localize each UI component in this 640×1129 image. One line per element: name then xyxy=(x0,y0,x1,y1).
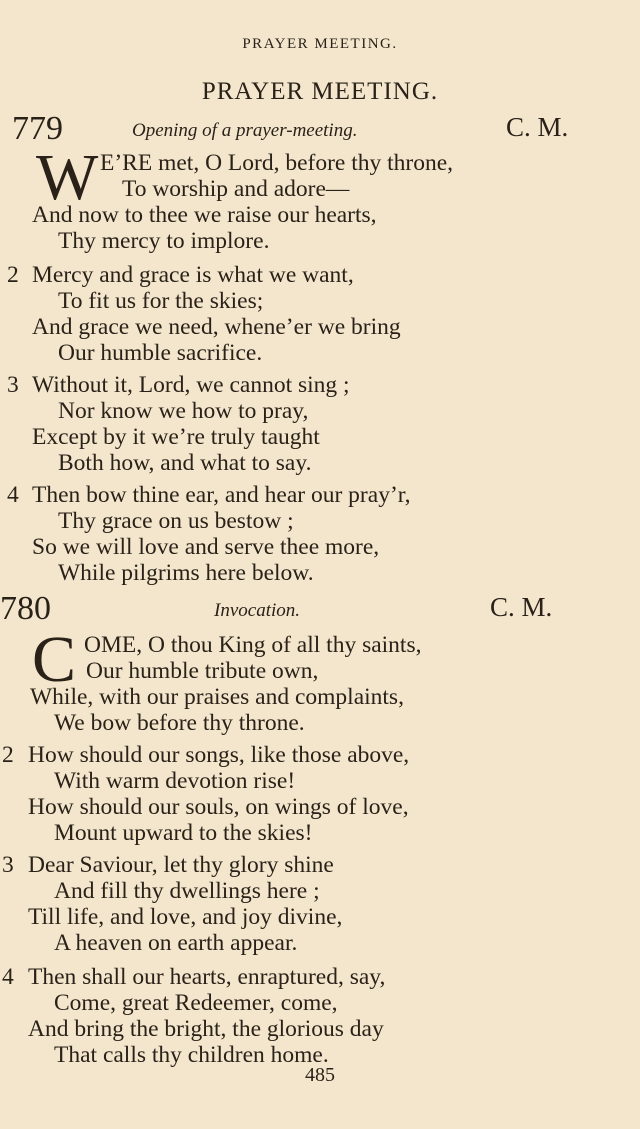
verse-line: How should our songs, like those above, xyxy=(28,742,410,768)
verse-line: Thy grace on us bestow ; xyxy=(58,508,294,534)
stanza-number: 3 xyxy=(7,372,19,398)
drop-cap: W xyxy=(36,141,99,214)
drop-cap: C xyxy=(32,623,77,696)
stanza-number: 2 xyxy=(2,742,14,768)
hymn-title: Invocation. xyxy=(214,600,301,621)
verse-line: While, with our praises and complaints, xyxy=(30,684,404,710)
verse-line: While pilgrims here below. xyxy=(58,560,314,586)
verse-line: And grace we need, whene’er we bring xyxy=(32,314,401,340)
page-number: 485 xyxy=(305,1064,335,1086)
verse-line: To fit us for the skies; xyxy=(58,288,264,314)
verse-line: Both how, and what to say. xyxy=(58,450,312,476)
running-head: PRAYER MEETING. xyxy=(242,36,398,52)
stanza-number: 2 xyxy=(7,262,19,288)
verse-line: How should our souls, on wings of love, xyxy=(28,794,409,820)
verse-line: Mercy and grace is what we want, xyxy=(32,262,354,288)
hymn-meter: C. M. xyxy=(490,592,553,622)
verse-line: Except by it we’re truly taught xyxy=(32,424,320,450)
verse-line: To worship and adore— xyxy=(122,176,350,202)
section-title: PRAYER MEETING. xyxy=(201,78,439,105)
hymn-number: 779 xyxy=(12,110,63,147)
verse-line: So we will love and serve thee more, xyxy=(32,534,380,560)
hymn-title: Opening of a prayer-meeting. xyxy=(132,120,358,141)
verse-line: Come, great Redeemer, come, xyxy=(54,990,338,1016)
stanza-number: 4 xyxy=(2,964,14,990)
verse-line: Without it, Lord, we cannot sing ; xyxy=(32,372,350,398)
verse-line: We bow before thy throne. xyxy=(54,710,305,736)
verse-line: With warm devotion rise! xyxy=(54,768,296,794)
verse-line: E’RE met, O Lord, before thy throne, xyxy=(100,150,454,176)
verse-line: And fill thy dwellings here ; xyxy=(54,878,320,904)
verse-line: And bring the bright, the glorious day xyxy=(28,1016,384,1042)
verse-line: OME, O thou King of all thy saints, xyxy=(84,632,422,658)
verse-line: Nor know we how to pray, xyxy=(58,398,309,424)
verse-line: Our humble tribute own, xyxy=(86,658,319,684)
verse-line: Dear Saviour, let thy glory shine xyxy=(28,852,334,878)
verse-line: Then bow thine ear, and hear our pray’r, xyxy=(32,482,411,508)
verse-line: And now to thee we raise our hearts, xyxy=(32,202,377,228)
verse-line: Our humble sacrifice. xyxy=(58,340,263,366)
verse-line: That calls thy children home. xyxy=(54,1042,329,1068)
hymn-number: 780 xyxy=(0,590,51,627)
verse-line: Thy mercy to implore. xyxy=(58,228,270,254)
verse-line: Then shall our hearts, enraptured, say, xyxy=(28,964,386,990)
hymn-meter: C. M. xyxy=(506,112,569,142)
verse-line: Mount upward to the skies! xyxy=(54,820,313,846)
verse-line: Till life, and love, and joy divine, xyxy=(28,904,343,930)
stanza-number: 4 xyxy=(7,482,19,508)
stanza-number: 3 xyxy=(2,852,14,878)
verse-line: A heaven on earth appear. xyxy=(54,930,298,956)
